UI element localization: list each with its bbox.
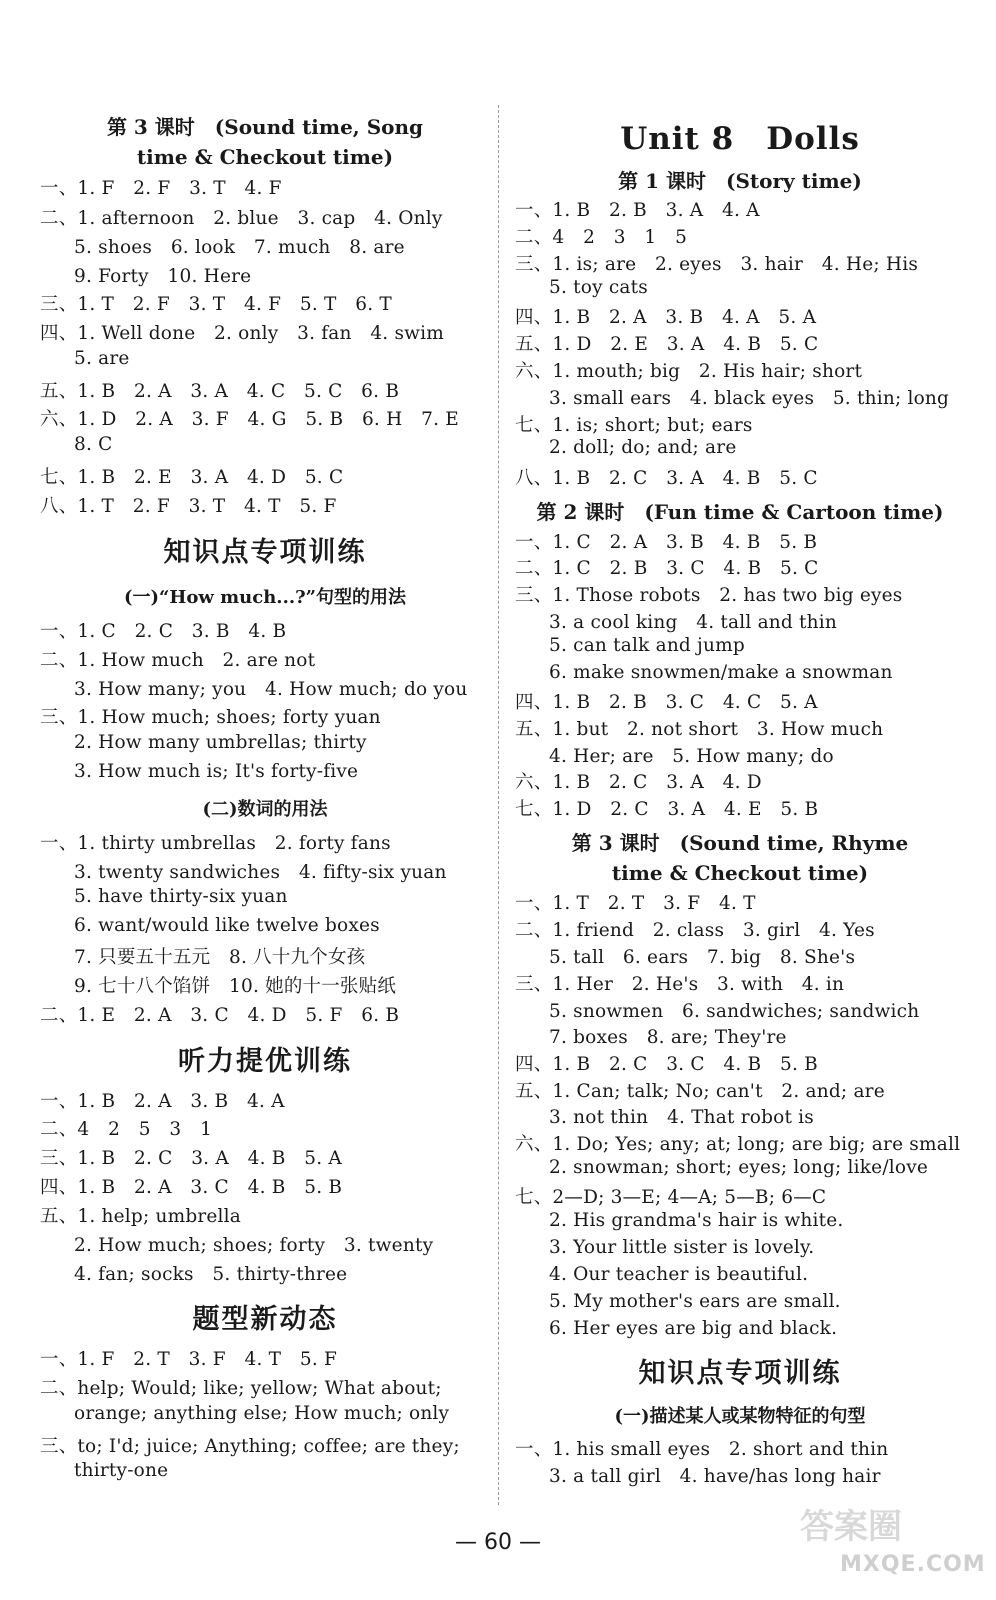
answer-line: 3. a tall girl 4. have/has long hair	[549, 1466, 881, 1487]
answer-line: 9. Forty 10. Here	[74, 266, 252, 287]
answer-line: thirty-one	[74, 1460, 169, 1481]
section-title: 听力提优训练	[178, 1046, 352, 1077]
answer-line: 8. C	[74, 434, 113, 455]
answer-line: 2. How many umbrellas; thirty	[74, 732, 367, 753]
section-title: 知识点专项训练	[163, 537, 367, 568]
answer-line: 六、1. mouth; big 2. His hair; short	[515, 361, 863, 382]
answer-line: 三、1. Those robots 2. has two big eyes	[515, 585, 903, 606]
answer-line: 四、1. B 2. A 3. B 4. A 5. A	[515, 307, 817, 328]
answer-line: 三、to; I'd; juice; Anything; coffee; are they;	[40, 1436, 460, 1457]
answer-line: 4. Her; are 5. How many; do	[549, 746, 834, 767]
answer-line: 5. snowmen 6. sandwiches; sandwich	[549, 1001, 920, 1022]
answer-line: 七、1. is; short; but; ears	[515, 415, 753, 436]
answer-line: 五、1. B 2. A 3. A 4. C 5. C 6. B	[40, 381, 400, 402]
lesson-header: time & Checkout time)	[136, 145, 394, 169]
answer-line: 5. have thirty-six yuan	[74, 886, 288, 907]
answer-line: 三、1. T 2. F 3. T 4. F 5. T 6. T	[40, 294, 392, 315]
answer-line: 3. twenty sandwiches 4. fifty-six yuan	[74, 862, 447, 883]
answer-line: 四、1. B 2. A 3. C 4. B 5. B	[40, 1177, 343, 1198]
column-divider	[498, 105, 499, 1505]
answer-line: 七、1. B 2. E 3. A 4. D 5. C	[40, 467, 344, 488]
answer-line: 二、1. How much 2. are not	[40, 650, 316, 671]
answer-line: orange; anything else; How much; only	[74, 1403, 450, 1424]
unit-title: Unit 8 Dolls	[620, 121, 860, 157]
answer-line: 三、1. Her 2. He's 3. with 4. in	[515, 974, 845, 995]
answer-line: 二、1. friend 2. class 3. girl 4. Yes	[515, 920, 875, 941]
answer-line: 4. Our teacher is beautiful.	[549, 1264, 809, 1285]
answer-line: 三、1. B 2. C 3. A 4. B 5. A	[40, 1148, 342, 1169]
answer-line: 2. snowman; short; eyes; long; like/love	[549, 1157, 929, 1178]
answer-line: 3. not thin 4. That robot is	[549, 1107, 814, 1128]
lesson-header: time & Checkout time)	[611, 861, 869, 885]
answer-line: 六、1. D 2. A 3. F 4. G 5. B 6. H 7. E	[40, 409, 459, 430]
answer-line: 二、4 2 3 1 5	[515, 227, 688, 248]
answer-line: 一、1. his small eyes 2. short and thin	[515, 1439, 889, 1460]
answer-line: 二、1. C 2. B 3. C 4. B 5. C	[515, 558, 819, 579]
answer-line: 三、1. How much; shoes; forty yuan	[40, 707, 381, 728]
lesson-header: 第 2 课时 (Fun time & Cartoon time)	[536, 500, 944, 524]
answer-line: 3. a cool king 4. tall and thin	[549, 612, 838, 633]
answer-line: 5. are	[74, 348, 130, 369]
answer-line: 5. toy cats	[549, 277, 648, 298]
answer-line: 3. How much is; It's forty-five	[74, 761, 359, 782]
watermark-logo: 答案圈	[800, 1507, 902, 1547]
answer-line: 二、1. afternoon 2. blue 3. cap 4. Only	[40, 208, 443, 229]
answer-line: 7. boxes 8. are; They're	[549, 1027, 787, 1048]
answer-line: 八、1. B 2. C 3. A 4. B 5. C	[515, 468, 818, 489]
answer-line: 9. 七十八个馅饼 10. 她的十一张贴纸	[74, 976, 397, 997]
answer-line: 三、1. is; are 2. eyes 3. hair 4. He; His	[515, 254, 919, 275]
lesson-header: 第 3 课时 (Sound time, Song	[106, 115, 424, 139]
answer-line: 一、1. B 2. B 3. A 4. A	[515, 200, 760, 221]
answer-line: 5. tall 6. ears 7. big 8. She's	[549, 947, 856, 968]
answer-line: 一、1. F 2. F 3. T 4. F	[40, 178, 282, 199]
answer-line: 3. How many; you 4. How much; do you	[74, 679, 468, 700]
subsection-title: (二)数词的用法	[202, 799, 328, 820]
answer-line: 3. Your little sister is lovely.	[549, 1237, 815, 1258]
section-title: 题型新动态	[192, 1304, 338, 1335]
answer-line: 四、1. B 2. B 3. C 4. C 5. A	[515, 692, 818, 713]
answer-line: 五、1. Can; talk; No; can't 2. and; are	[515, 1081, 885, 1102]
answer-line: 2. How much; shoes; forty 3. twenty	[74, 1235, 434, 1256]
answer-line: 一、1. B 2. A 3. B 4. A	[40, 1091, 285, 1112]
answer-line: 四、1. Well done 2. only 3. fan 4. swim	[40, 323, 445, 344]
answer-line: 一、1. T 2. T 3. F 4. T	[515, 893, 756, 914]
answer-line: 八、1. T 2. F 3. T 4. T 5. F	[40, 496, 337, 517]
answer-line: 一、1. thirty umbrellas 2. forty fans	[40, 833, 391, 854]
answer-line: 四、1. B 2. C 3. C 4. B 5. B	[515, 1054, 818, 1075]
answer-line: 五、1. help; umbrella	[40, 1206, 242, 1227]
subsection-title: (一)“How much...?”句型的用法	[123, 587, 407, 608]
answer-line: 2. doll; do; and; are	[549, 437, 737, 458]
answer-line: 一、1. C 2. A 3. B 4. B 5. B	[515, 532, 818, 553]
answer-line: 6. make snowmen/make a snowman	[549, 662, 893, 683]
answer-line: 七、2—D; 3—E; 4—A; 5—B; 6—C	[515, 1187, 827, 1208]
answer-line: 一、1. F 2. T 3. F 4. T 5. F	[40, 1349, 338, 1370]
answer-line: 3. small ears 4. black eyes 5. thin; long	[549, 388, 950, 409]
answer-line: 五、1. D 2. E 3. A 4. B 5. C	[515, 334, 819, 355]
answer-line: 二、4 2 5 3 1	[40, 1119, 213, 1140]
answer-line: 五、1. but 2. not short 3. How much	[515, 719, 884, 740]
answer-line: 七、1. D 2. C 3. A 4. E 5. B	[515, 799, 819, 820]
subsection-title: (一)描述某人或某物特征的句型	[614, 1406, 866, 1427]
answer-line: 5. shoes 6. look 7. much 8. are	[74, 237, 405, 258]
answer-line: 4. fan; socks 5. thirty-three	[74, 1264, 348, 1285]
watermark-url: MXQE.COM	[840, 1552, 986, 1577]
page-number: — 60 —	[455, 1530, 541, 1555]
section-title: 知识点专项训练	[638, 1358, 842, 1389]
answer-line: 2. His grandma's hair is white.	[549, 1210, 844, 1231]
lesson-header: 第 3 课时 (Sound time, Rhyme	[571, 831, 909, 855]
answer-line: 7. 只要五十五元 8. 八十九个女孩	[74, 947, 366, 968]
answer-line: 六、1. Do; Yes; any; at; long; are big; are small	[515, 1134, 961, 1155]
answer-line: 6. Her eyes are big and black.	[549, 1318, 838, 1339]
answer-line: 二、1. E 2. A 3. C 4. D 5. F 6. B	[40, 1005, 400, 1026]
answer-line: 6. want/would like twelve boxes	[74, 915, 380, 936]
answer-line: 一、1. C 2. C 3. B 4. B	[40, 621, 287, 642]
answer-line: 二、help; Would; like; yellow; What about;	[40, 1378, 442, 1399]
lesson-header: 第 1 课时 (Story time)	[618, 169, 862, 193]
answer-line: 5. My mother's ears are small.	[549, 1291, 841, 1312]
answer-line: 5. can talk and jump	[549, 635, 745, 656]
answer-line: 六、1. B 2. C 3. A 4. D	[515, 772, 762, 793]
